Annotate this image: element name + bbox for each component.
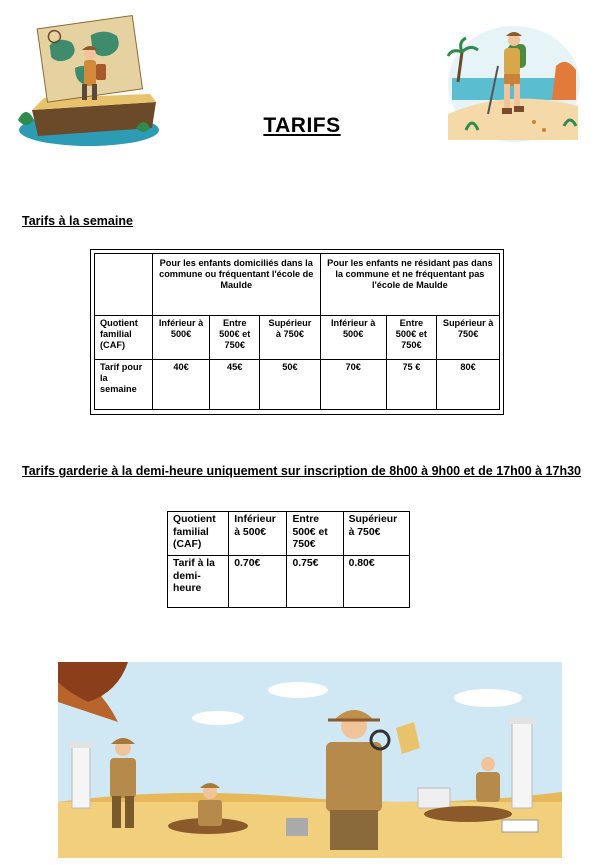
- weekly-rates-table-frame: [90, 249, 504, 415]
- price-cell: 0.70€: [229, 556, 287, 608]
- bracket-cell: Entre 500€ et 750€: [210, 316, 260, 360]
- nonresident-group-header: Pour les enfants ne résidant pas dans la commune et ne fréquentant pas l'école de Maulde: [320, 254, 499, 316]
- price-cell: 45€: [210, 360, 260, 410]
- bracket-cell: Inférieur à 500€: [152, 316, 210, 360]
- archaeologists-illustration: [58, 662, 562, 858]
- daycare-rates-table: [167, 511, 410, 608]
- daycare-rates-heading: Tarifs garderie à la demi-heure uniquement sur inscription de 8h00 à 9h00 et de 17h00 à 17h30: [22, 464, 581, 478]
- quotient-label-cell: Quotient familial (CAF): [95, 316, 153, 360]
- bracket-cell: Supérieur à 750€: [260, 316, 321, 360]
- bracket-cell: Entre 500€ et 750€: [386, 316, 437, 360]
- price-cell: 40€: [152, 360, 210, 410]
- empty-corner-cell: [95, 254, 153, 316]
- weekly-rates-heading: Tarifs à la semaine: [22, 214, 133, 228]
- bracket-cell: Supérieur à 750€: [343, 512, 409, 556]
- bracket-cell: Inférieur à 500€: [320, 316, 386, 360]
- price-label-cell: Tarif à la demi-heure: [168, 556, 229, 608]
- price-cell: 0.80€: [343, 556, 409, 608]
- price-cell: 80€: [437, 360, 500, 410]
- price-cell: 75 €: [386, 360, 437, 410]
- bracket-cell: Entre 500€ et 750€: [287, 512, 343, 556]
- price-cell: 50€: [260, 360, 321, 410]
- quotient-label-cell: Quotient familial (CAF): [168, 512, 229, 556]
- bracket-cell: Inférieur à 500€: [229, 512, 287, 556]
- page-title: TARIFS: [263, 114, 341, 137]
- price-cell: 0.75€: [287, 556, 343, 608]
- bracket-cell: Supérieur à 750€: [437, 316, 500, 360]
- resident-group-header: Pour les enfants domiciliés dans la commune ou fréquentant l'école de Maulde: [152, 254, 320, 316]
- price-label-cell: Tarif pour la semaine: [95, 360, 153, 410]
- weekly-rates-table: [94, 253, 500, 410]
- price-cell: 70€: [320, 360, 386, 410]
